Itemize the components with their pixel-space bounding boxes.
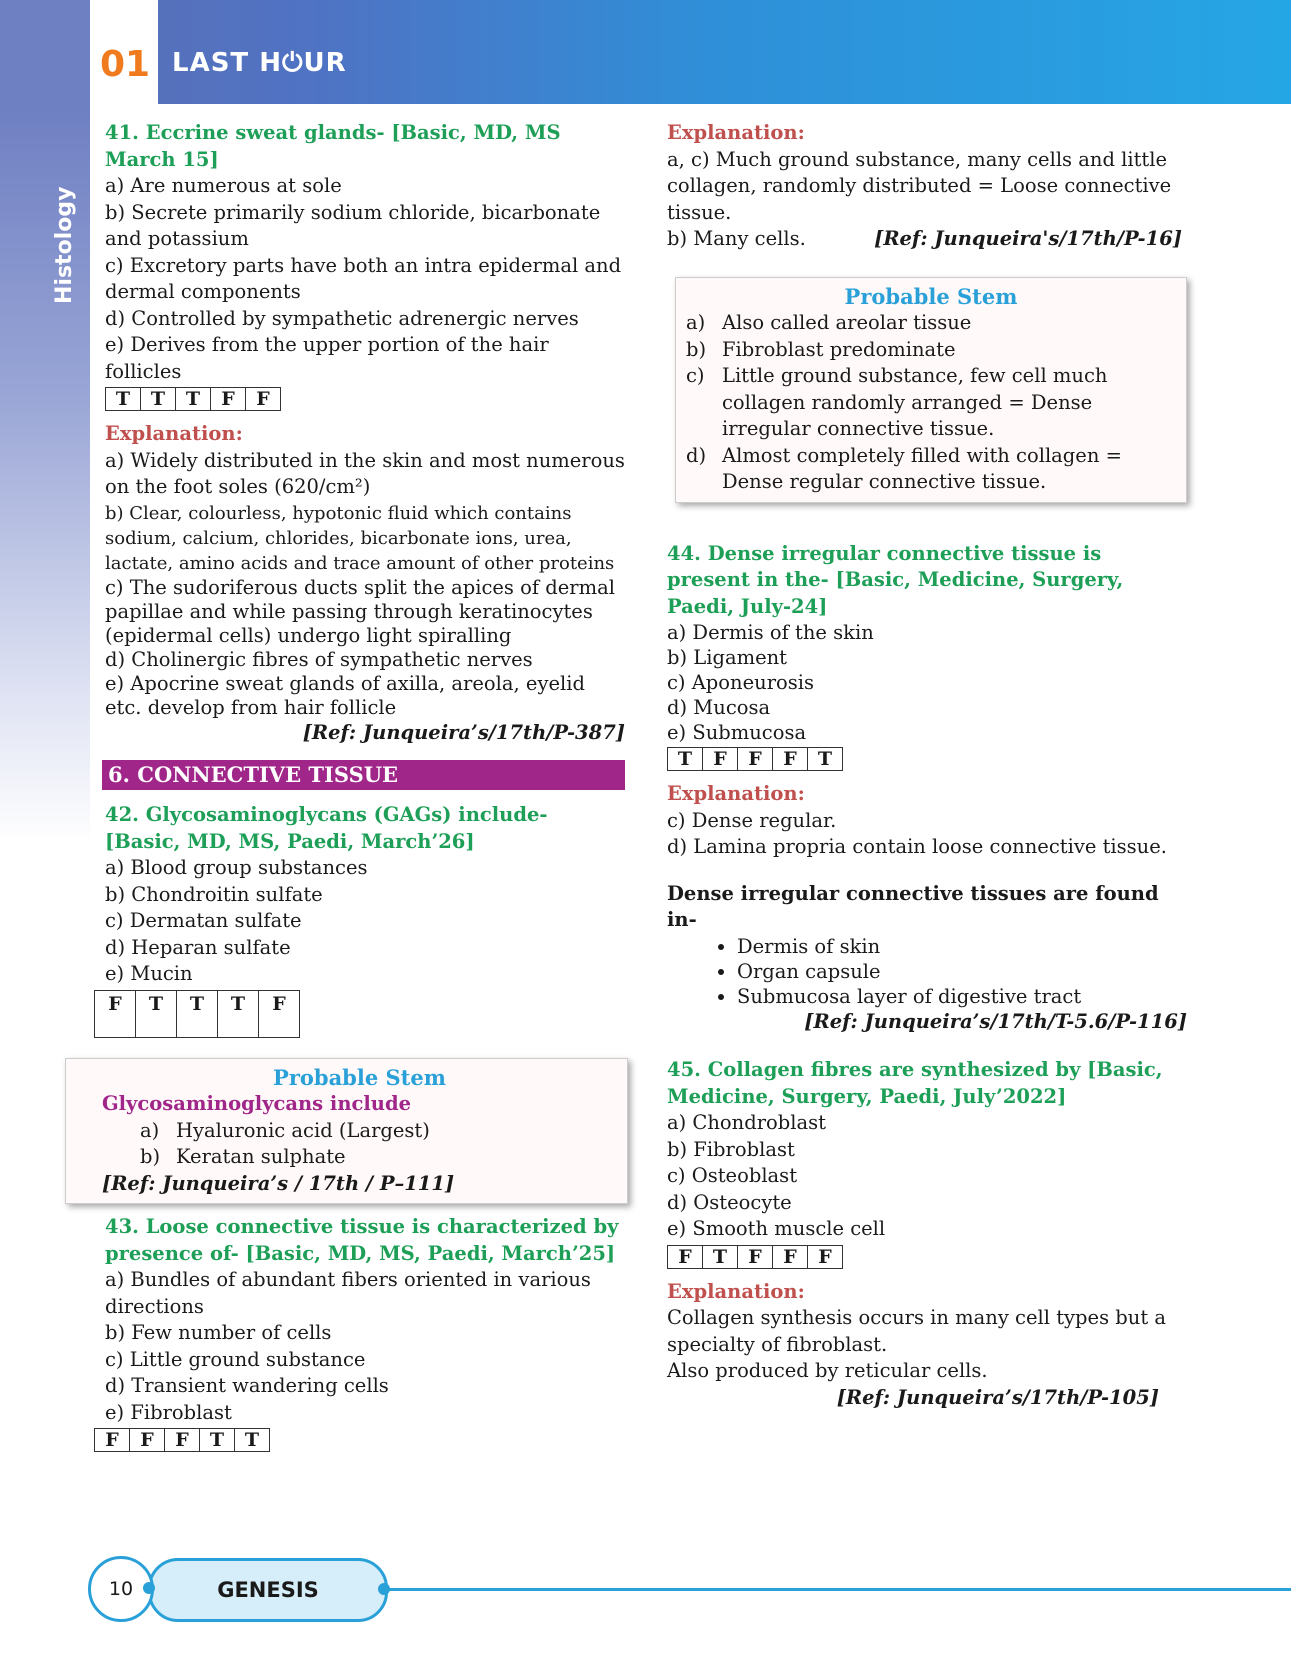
option: d) Heparan sulfate xyxy=(105,935,291,959)
option: c) Excretory parts have both an intra epidermal and dermal components xyxy=(105,253,622,303)
explanation-text: d) Lamina propria contain loose connective tissue. xyxy=(667,835,1167,858)
stem-subtitle: Glycosaminoglycans include xyxy=(102,1092,412,1115)
stem-marker: b) xyxy=(140,1145,161,1168)
answer-grid-43 xyxy=(94,1428,270,1452)
found-item: • Organ capsule xyxy=(737,959,1187,984)
option: a) Blood group substances xyxy=(105,856,368,879)
answer-cell: T xyxy=(106,388,141,411)
footer-rule xyxy=(386,1588,1291,1591)
stem-marker: c) xyxy=(686,364,705,387)
answer-cell: T xyxy=(703,1245,738,1268)
footer-dot xyxy=(378,1583,390,1595)
answer-grid-44 xyxy=(667,747,843,771)
question-43-title: 43. Loose connective tissue is characterized by presence of- [Basic, MD, MS, Paedi, March’25] xyxy=(105,1215,619,1265)
question-45-title: 45. Collagen fibres are synthesized by [Basic, Medicine, Surgery, Paedi, July’2022] xyxy=(667,1058,1163,1108)
answer-cell: F xyxy=(95,990,136,1037)
answer-cell: F xyxy=(246,388,281,411)
section-heading: 6. CONNECTIVE TISSUE xyxy=(102,760,625,790)
answer-cell: T xyxy=(668,748,703,771)
explanation-label: Explanation: xyxy=(667,1279,805,1303)
stem-title: Probable Stem xyxy=(273,1064,446,1090)
stem-marker: b) xyxy=(686,337,707,361)
option: a) Chondroblast xyxy=(667,1111,826,1134)
option: e) Smooth muscle cell xyxy=(667,1217,886,1240)
probable-stem-box xyxy=(675,277,1187,503)
left-column xyxy=(102,120,625,1454)
subject-label: Histology xyxy=(52,186,77,304)
option: b) Ligament xyxy=(667,646,788,669)
stem-marker: a) xyxy=(686,311,706,334)
stem-text: Almost completely filled with collagen = Dense regular connective tissue. xyxy=(722,443,1122,493)
answer-cell: F xyxy=(703,748,738,771)
option: e) Submucosa xyxy=(667,721,807,744)
stem-title: Probable Stem xyxy=(844,283,1018,309)
answer-cell: T xyxy=(136,990,177,1037)
answer-cell: T xyxy=(200,1429,235,1452)
stem-item xyxy=(686,363,1176,443)
reference: [Ref: Junqueira’s/17th/P-387] xyxy=(302,720,625,744)
answer-cell: F xyxy=(738,1245,773,1268)
right-column xyxy=(667,120,1187,1411)
stem-text: Little ground substance, few cell much collagen randomly arranged = Dense irregular connective tissue. xyxy=(722,364,1108,440)
stem-text: Also called areolar tissue xyxy=(722,311,972,334)
option: d) Osteocyte xyxy=(667,1190,792,1214)
stem-text: Fibroblast predominate xyxy=(722,337,956,361)
explanation-label: Explanation: xyxy=(105,422,243,445)
answer-cell: T xyxy=(177,990,218,1037)
found-list xyxy=(667,934,1187,1009)
stem-item xyxy=(102,1144,617,1171)
chapter-number: 01 xyxy=(100,44,151,85)
footer-brand: GENESIS xyxy=(148,1558,388,1622)
found-title: Dense irregular connective tissues are found in- xyxy=(667,881,1159,931)
answer-cell: F xyxy=(165,1429,200,1452)
answer-grid-45 xyxy=(667,1245,843,1269)
page-number: 10 xyxy=(88,1556,154,1622)
answer-cell: F xyxy=(808,1245,843,1268)
explanation-text: b) Clear, colourless, hypotonic fluid which contains sodium, calcium, chlorides, bicarbonate ions, urea, lactate, amino acids and trace amount of other proteins xyxy=(105,502,615,574)
option: a) Are numerous at sole xyxy=(105,174,342,197)
option: e) Mucin xyxy=(105,962,193,985)
option: b) Fibroblast xyxy=(667,1137,795,1161)
option: d) Transient wandering cells xyxy=(105,1374,389,1397)
stem-reference: [Ref: Junqueira’s / 17th / P–111] xyxy=(102,1171,455,1195)
stem-item xyxy=(686,443,1176,496)
found-item: • Submucosa layer of digestive tract xyxy=(737,984,1187,1009)
answer-cell: F xyxy=(211,388,246,411)
sidebar xyxy=(0,104,90,844)
stem-text: Hyaluronic acid (Largest) xyxy=(176,1118,430,1142)
answer-grid-42 xyxy=(94,990,300,1038)
option: c) Dermatan sulfate xyxy=(105,909,302,932)
explanation-row xyxy=(667,226,1182,253)
reference: [Ref: Junqueira’s/17th/P-105] xyxy=(836,1385,1159,1409)
option: c) Little ground substance xyxy=(105,1347,366,1371)
question-41-title: 41. Eccrine sweat glands- [Basic, MD, MS March 15] xyxy=(105,121,561,171)
answer-cell: T xyxy=(141,388,176,411)
explanation-text: Also produced by reticular cells. xyxy=(667,1359,988,1382)
answer-cell: F xyxy=(130,1429,165,1452)
option: c) Aponeurosis xyxy=(667,671,815,694)
answer-cell: F xyxy=(773,1245,808,1268)
option: b) Secrete primarily sodium chloride, bicarbonate and potassium xyxy=(105,200,601,250)
question-42-title: 42. Glycosaminoglycans (GAGs) include- [Basic, MD, MS, Paedi, March’26] xyxy=(105,803,548,853)
option: a) Dermis of the skin xyxy=(667,621,874,644)
question-44-title: 44. Dense irregular connective tissue is present in the- [Basic, Medicine, Surgery, Paedi, July-24] xyxy=(667,541,1124,618)
reference: [Ref: Junqueira's/17th/P-16] xyxy=(874,227,1182,250)
answer-grid-41 xyxy=(105,387,281,411)
found-item: • Dermis of skin xyxy=(737,934,1187,959)
answer-cell: F xyxy=(95,1429,130,1452)
stem-marker: d) xyxy=(686,443,707,467)
answer-cell: F xyxy=(773,748,808,771)
brand-title: LAST H⏻UR xyxy=(172,48,347,78)
answer-cell: F xyxy=(668,1245,703,1268)
probable-stem-box xyxy=(65,1058,628,1205)
stem-item xyxy=(686,337,1176,364)
answer-cell: T xyxy=(218,990,259,1037)
stem-marker: a) xyxy=(140,1118,160,1142)
answer-cell: F xyxy=(738,748,773,771)
explanation-label: Explanation: xyxy=(667,782,805,805)
explanation-text: a) Widely distributed in the skin and most numerous on the foot soles (620/cm²) xyxy=(105,448,625,498)
explanation-text: a, c) Much ground substance, many cells and little collagen, randomly distributed = Loose connective tissue. xyxy=(667,147,1172,224)
explanation-text: b) Many cells. xyxy=(667,227,806,250)
option: d) Mucosa xyxy=(667,696,771,719)
footer-dot xyxy=(143,1582,155,1594)
option: e) Fibroblast xyxy=(105,1400,232,1424)
explanation-label: Explanation: xyxy=(667,121,805,144)
explanation-text: d) Cholinergic fibres of sympathetic nerves xyxy=(105,647,533,671)
option: a) Bundles of abundant fibers oriented in various directions xyxy=(105,1268,591,1318)
option: c) Osteoblast xyxy=(667,1164,798,1187)
explanation-text: e) Apocrine sweat glands of axilla, areola, eyelid etc. develop from hair follicle xyxy=(105,671,585,719)
option: e) Derives from the upper portion of the hair follicles xyxy=(105,333,549,383)
option: b) Few number of cells xyxy=(105,1321,332,1344)
option: d) Controlled by sympathetic adrenergic nerves xyxy=(105,306,579,330)
page-header xyxy=(0,0,1291,104)
stem-item xyxy=(102,1118,617,1145)
header-left-block xyxy=(0,0,90,104)
stem-text: Keratan sulphate xyxy=(176,1145,346,1168)
explanation-text: c) Dense regular. xyxy=(667,808,837,832)
answer-cell: F xyxy=(259,990,300,1037)
reference: [Ref: Junqueira’s/17th/T-5.6/P-116] xyxy=(804,1009,1187,1033)
option: b) Chondroitin sulfate xyxy=(105,882,323,906)
stem-item xyxy=(686,310,1176,337)
explanation-text: c) The sudoriferous ducts split the apices of dermal papillae and while passing through keratinocytes (epidermal cells) undergo light spiralling xyxy=(105,575,615,647)
answer-cell: T xyxy=(235,1429,270,1452)
answer-cell: T xyxy=(808,748,843,771)
answer-cell: T xyxy=(176,388,211,411)
explanation-text: Collagen synthesis occurs in many cell types but a specialty of fibroblast. xyxy=(667,1306,1166,1356)
